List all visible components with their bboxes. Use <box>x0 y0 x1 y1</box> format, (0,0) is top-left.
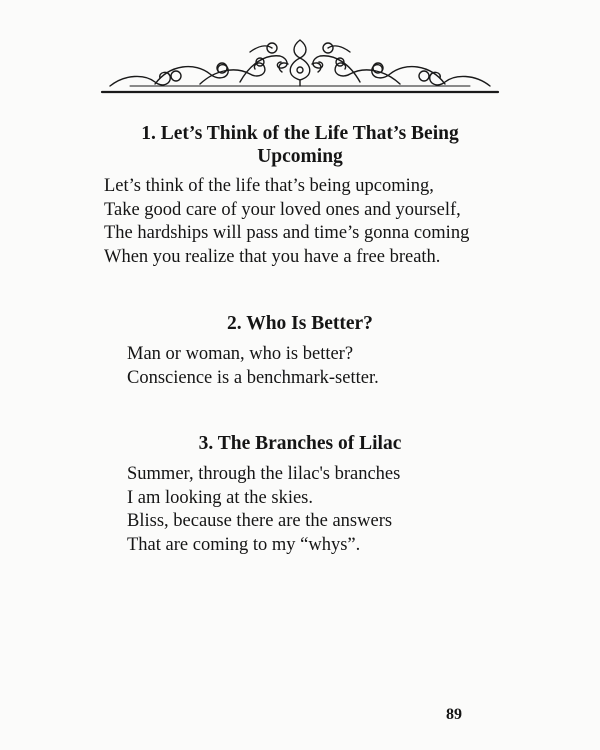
verse-line: Bliss, because there are the answers <box>127 511 393 531</box>
poem-title <box>0 122 600 168</box>
verse-line: That are coming to my “whys”. <box>127 534 361 555</box>
poem-3 <box>0 432 600 557</box>
verse-line: I am looking at the skies. <box>127 487 313 508</box>
verse-line: When you realize that you have a free breath. <box>104 246 441 267</box>
poem-2 <box>0 312 600 390</box>
poem-title <box>0 432 600 455</box>
decorative-flourish-icon <box>100 34 500 96</box>
poem-title-line: 2. Who Is Better? <box>227 313 373 334</box>
poem-title <box>0 312 600 335</box>
verse-line: Summer, through the lilac's branches <box>127 464 401 484</box>
poem-stanza <box>104 175 600 269</box>
verse-line: Take good care of your loved ones and yourself, <box>104 199 461 220</box>
poem-stanza <box>127 343 600 390</box>
poem-title-line: Upcoming <box>257 146 343 167</box>
verse-line: Conscience is a benchmark-setter. <box>127 367 379 388</box>
verse-line: Man or woman, who is better? <box>127 344 354 364</box>
poem-title-line: 1. Let’s Think of the Life That’s Being <box>141 123 459 144</box>
poem-1 <box>0 122 600 269</box>
poem-title-line: 3. The Branches of Lilac <box>198 433 402 454</box>
verse-line: Let’s think of the life that’s being upcoming, <box>104 176 434 196</box>
poem-stanza <box>127 463 600 557</box>
page-number: 89 <box>446 706 462 723</box>
verse-line: The hardships will pass and time’s gonna coming <box>104 223 470 243</box>
